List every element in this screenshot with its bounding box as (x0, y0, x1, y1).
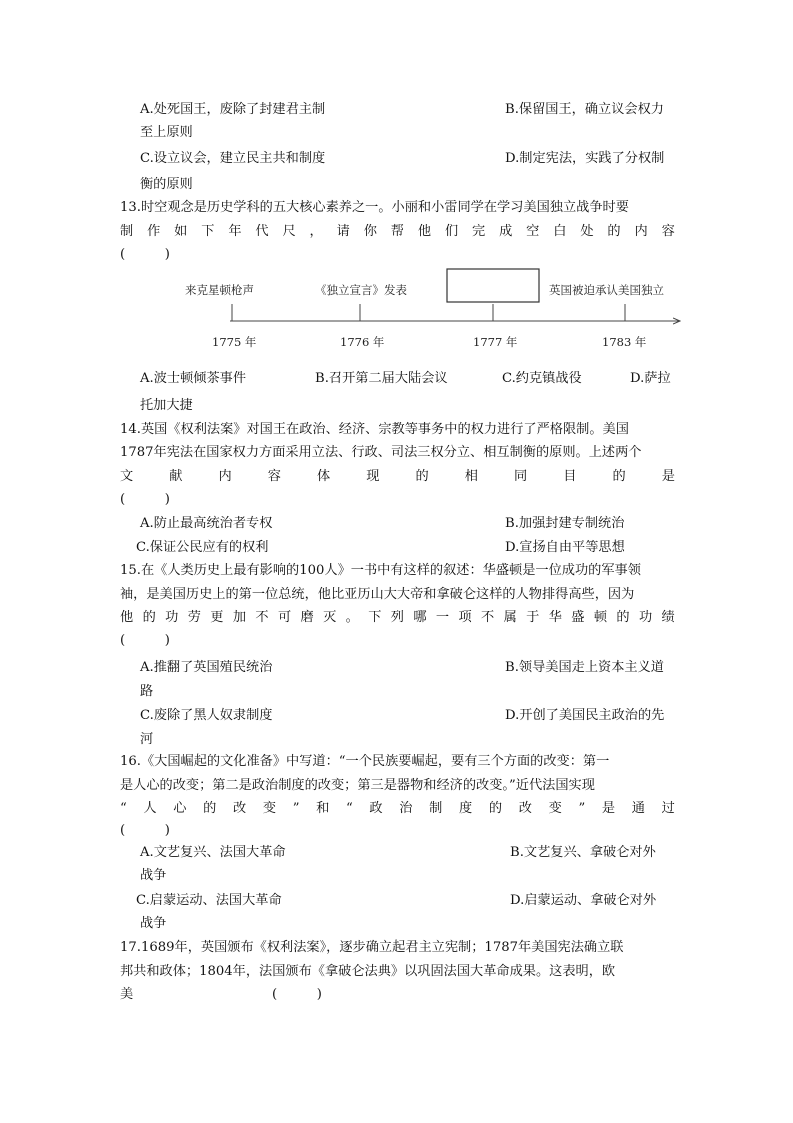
q16-option-b-cont: 战争 (140, 868, 167, 883)
stem-char: 一 (435, 610, 450, 625)
q17-stem-line2: 邦共和政体；1804年，法国颁布《拿破仑法典》以巩固法国大革命成果。这表明，欧 (120, 964, 616, 979)
stem-char: 的 (488, 801, 503, 816)
stem-char: 列 (390, 610, 404, 625)
q12-option-c: C.设立议会，建立民主共和制度 (140, 151, 326, 166)
stem-char: 更 (210, 610, 224, 625)
stem-char: ” (578, 801, 586, 816)
stem-char: 制 (120, 224, 134, 239)
stem-char: 加 (232, 610, 246, 625)
stem-char: 尺 (282, 224, 296, 239)
stem-char: ， (309, 224, 323, 239)
q13-paren: ( ) (120, 247, 170, 262)
timeline-event-recognition: 英国被迫承认美国独立 (549, 283, 664, 297)
stem-char: 是 (601, 801, 616, 816)
stem-char: 变 (548, 801, 562, 816)
timeline-blank-box (447, 269, 539, 302)
stem-char: 心 (173, 801, 187, 816)
stem-char: 处 (580, 224, 594, 239)
stem-char: 政 (369, 801, 383, 816)
q15-option-d: D.开创了美国民主政治的先 (505, 708, 665, 723)
stem-char: 过 (661, 801, 675, 816)
stem-char: 人 (143, 801, 157, 816)
q14-option-d: D.宣扬自由平等思想 (505, 540, 625, 555)
stem-char: 顿 (593, 610, 607, 625)
q15-stem-line3 (120, 610, 675, 626)
stem-char: 功 (638, 610, 653, 625)
q15-option-d-cont: 河 (140, 732, 154, 747)
q12-option-b-cont: 至上原则 (140, 125, 193, 140)
q13-option-c: C.约克镇战役 (502, 371, 582, 386)
stem-char: 于 (526, 610, 540, 625)
stem-char: 下 (368, 610, 382, 625)
stem-char: 劳 (187, 610, 201, 625)
stem-char: 容 (267, 469, 281, 484)
stem-char: 是 (661, 469, 675, 484)
stem-char: 下 (201, 224, 215, 239)
timeline-year-1777: 1777 年 (473, 335, 518, 349)
stem-char: 现 (366, 469, 380, 484)
stem-char: 内 (218, 469, 232, 484)
q16-option-c: C.启蒙运动、法国大革命 (136, 893, 282, 908)
stem-char: 白 (553, 224, 567, 239)
stem-char: “ (346, 801, 353, 816)
stem-char: 属 (503, 610, 517, 625)
stem-char: 制 (429, 801, 443, 816)
timeline-chart (180, 266, 685, 356)
stem-char: 的 (612, 469, 626, 484)
stem-char: 的 (415, 469, 429, 484)
stem-char: “ (120, 801, 127, 816)
timeline-year-1776: 1776 年 (340, 335, 385, 349)
q12-option-d-cont: 衡的原则 (140, 177, 193, 192)
timeline-event-lexington: 来克星顿枪声 (185, 283, 254, 297)
q17-stem-line1: 17.1689年，英国颁布《权利法案》，逐步确立起君主立宪制；1787年美国宪法确立联 (120, 940, 624, 955)
q16-paren: ( ) (120, 823, 170, 838)
stem-char: 磨 (300, 610, 314, 625)
stem-char: 相 (464, 469, 478, 484)
stem-char: 他 (417, 224, 432, 239)
stem-char: 体 (317, 469, 331, 484)
stem-char: 成 (499, 224, 513, 239)
stem-char: 变 (262, 801, 277, 816)
stem-char: 可 (277, 610, 292, 625)
stem-char: 盛 (571, 610, 585, 625)
stem-char: 改 (233, 801, 247, 816)
stem-char: 的 (142, 610, 156, 625)
q15-stem-line2: 袖，是美国历史上的第一位总统，他比亚历山大大帝和拿破仑这样的人物排得高些，因为 (120, 587, 635, 602)
q16-stem-line1: 16.《大国崛起的文化准备》中写道：“一个民族要崛起，要有三个方面的改变：第一 (120, 754, 610, 769)
q16-option-d: D.启蒙运动、拿破仑对外 (510, 893, 657, 908)
stem-char: 请 (336, 224, 350, 239)
q15-option-b: B.领导美国走上资本主义道 (505, 660, 664, 675)
stem-char: 功 (165, 610, 179, 625)
stem-char: 和 (316, 801, 330, 816)
stem-char: 不 (255, 610, 269, 625)
q15-option-b-cont: 路 (140, 684, 154, 699)
stem-char: 内 (634, 224, 648, 239)
stem-char: 灭 (323, 610, 337, 625)
stem-char: 的 (616, 610, 630, 625)
stem-char: 空 (526, 224, 540, 239)
q12-option-d: D.制定宪法，实践了分权制 (505, 151, 665, 166)
q14-stem-line3 (120, 469, 675, 485)
q16-option-a: A.文艺复兴、法国大革命 (140, 845, 286, 860)
q14-paren: ( ) (120, 492, 170, 507)
q14-option-a: A.防止最高统治者专权 (140, 516, 273, 531)
q13-stem-line1: 13.时空观念是历史学科的五大核心素养之一。小丽和小雷同学在学习美国独立战争时要 (120, 200, 629, 215)
q14-stem-line2: 1787年宪法在国家权力方面采用立法、行政、司法三权分立、相互制衡的原则。上述两个 (120, 445, 642, 460)
q16-option-b: B.文艺复兴、拿破仑对外 (510, 845, 656, 860)
stem-char: 不 (481, 610, 495, 625)
stem-char: 文 (120, 469, 134, 484)
q15-option-a: A.推翻了英国殖民统治 (140, 660, 273, 675)
stem-char: 度 (459, 801, 473, 816)
stem-char: 华 (548, 610, 562, 625)
stem-char: 哪 (413, 610, 427, 625)
q13-option-d: D.萨拉 (630, 371, 671, 386)
stem-char: 献 (169, 469, 183, 484)
stem-char: 完 (472, 224, 486, 239)
q17-stem-line3: 美 (120, 987, 134, 1002)
q13-option-b: B.召开第二届大陆会议 (315, 371, 448, 386)
q13-stem-line2 (120, 224, 675, 240)
stem-char: 如 (174, 224, 188, 239)
stem-char: 目 (563, 469, 577, 484)
stem-char: 容 (661, 224, 675, 239)
q15-option-c: C.废除了黑人奴隶制度 (140, 708, 273, 723)
stem-char: 。 (345, 610, 359, 625)
q12-option-b: B.保留国王，确立议会权力 (505, 102, 664, 117)
q13-option-a: A.波士顿倾茶事件 (140, 371, 247, 386)
stem-char: 的 (203, 801, 217, 816)
timeline-event-declaration: 《独立宣言》发表 (315, 283, 407, 297)
stem-char: 同 (514, 469, 528, 484)
q16-option-d-cont: 战争 (140, 916, 167, 931)
q14-option-b: B.加强封建专制统治 (505, 516, 625, 531)
stem-char: 通 (631, 801, 645, 816)
q15-paren: ( ) (120, 633, 170, 648)
q14-option-c: C.保证公民应有的权利 (136, 540, 269, 555)
stem-char: 他 (120, 610, 134, 625)
stem-char: 代 (255, 224, 269, 239)
timeline-year-1783: 1783 年 (602, 335, 647, 349)
stem-char: 们 (444, 224, 459, 239)
stem-char: ” (292, 801, 300, 816)
stem-char: 年 (228, 224, 242, 239)
q13-option-d-cont: 托加大捷 (140, 398, 193, 413)
q15-stem-line1: 15.在《人类历史上最有影响的100人》一书中有这样的叙述：华盛顿是一位成功的军事领 (120, 563, 641, 578)
stem-char: 的 (607, 224, 621, 239)
q16-stem-line2: 是人心的改变；第二是政治制度的改变；第三是器物和经济的改变。”近代法国实现 (120, 778, 595, 793)
q12-option-a: A.处死国王，废除了封建君主制 (140, 102, 326, 117)
stem-char: 项 (458, 610, 472, 625)
q16-stem-line3 (120, 801, 675, 817)
stem-char: 帮 (390, 224, 404, 239)
stem-char: 绩 (661, 610, 675, 625)
q17-paren: ( ) (272, 987, 322, 1002)
timeline-year-1775: 1775 年 (212, 335, 257, 349)
stem-char: 改 (518, 801, 532, 816)
stem-char: 治 (399, 801, 413, 816)
stem-char: 作 (147, 224, 161, 239)
stem-char: 你 (363, 224, 377, 239)
q14-stem-line1: 14.英国《权利法案》对国王在政治、经济、宗教等事务中的权力进行了严格限制。美国 (120, 422, 629, 437)
